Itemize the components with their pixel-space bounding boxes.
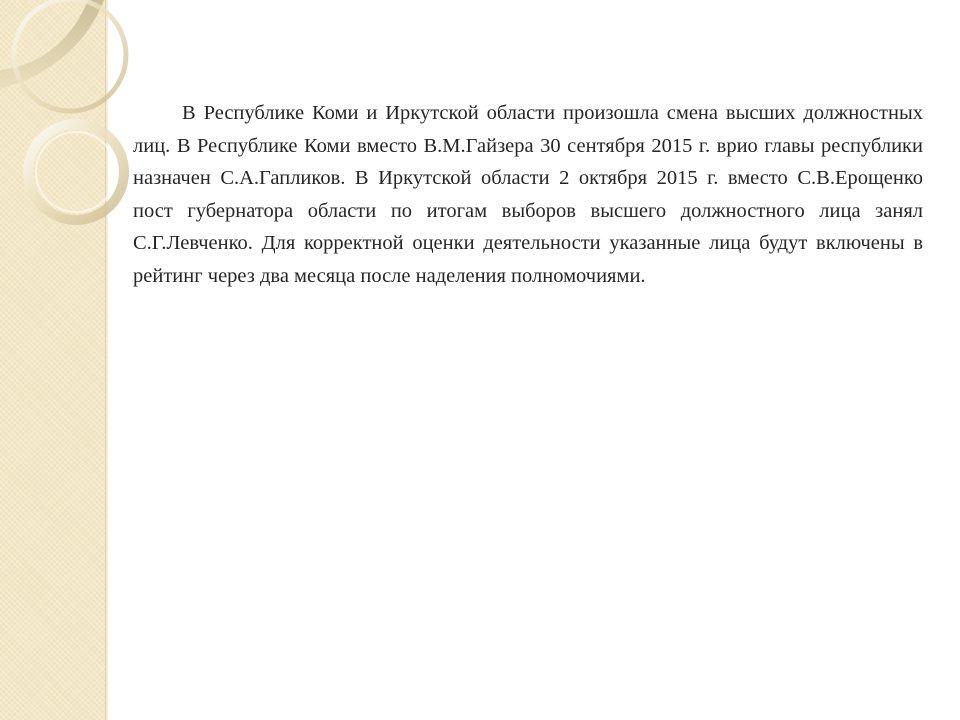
lower-ring-inner — [36, 132, 116, 212]
decorative-rings-ornament — [0, 0, 140, 240]
lower-ring — [28, 124, 124, 220]
upper-ring — [14, 0, 126, 111]
body-paragraph: В Республике Коми и Иркутской области произошла смена высших должностных лиц. В Республике Коми вместо В.М.Гайзера 30 сентября 2015 г. врио главы республики назначен С.А.Гапликов. В Иркутской области 2 октября 2015 г. вместо С.В.Ерощенко пост губернатора области по итогам выборов высшего должностного лица занял С.Г.Левченко. Для корректной оценки деятельности указанные лица будут включены в рейтинг через два месяца после наделения полномочиями. — [133, 102, 923, 287]
